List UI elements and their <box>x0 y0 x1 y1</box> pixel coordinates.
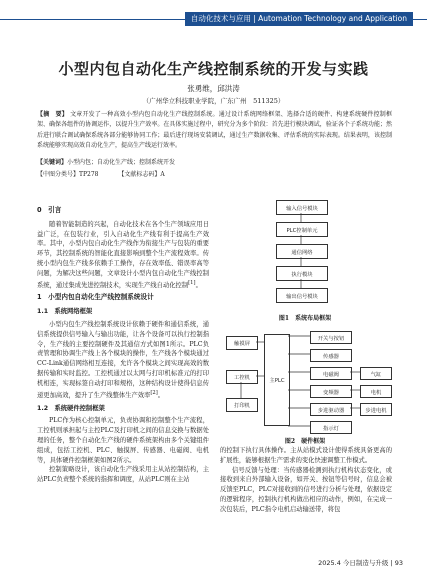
fig1-box-output: 输出信号模块 <box>276 288 328 303</box>
fig2-touchscreen: 触摸屏 <box>226 336 258 350</box>
fig2-main-plc: 主PLC <box>264 334 290 426</box>
abstract <box>37 110 392 151</box>
page-footer: 2025.4 今日制造与升级 | 93 <box>318 559 403 567</box>
clc-number: 【中图分类号】TP278 <box>37 171 99 178</box>
abstract-text: 文章开发了一种高效小型内包自动化生产线控制系统。通过设计系统网络框架、选择合适的硬件、构建系统硬件控制框架、确保各组件的协调运作，以提升生产效率。在具体实施过程中，研究分为多个阶段：首先进行模块调试，验证各个子系统功能；然后进行联合调试确保系统各部分能够协同工作；最后进行现场安装调试，通过生产数据收集、评估系统的实际表现。结果表明，该控制系统能够实现高效自动化生产，提高生产线运行效率。 <box>37 111 392 149</box>
section-intro-heading: 0 引言 <box>37 206 62 214</box>
fig2-stepper-motor: 步进电机 <box>360 403 392 416</box>
fig1-box-input: 输入信号模块 <box>276 200 328 215</box>
right-paragraph-2: 信号反馈与处理：当传感器检测到执行机构状态变化，或接收到来自外部输入设备，如开关、按钮等信号时，信息会被反馈至PLC，PLC对接收到的信号进行分析与处理，依据设定的逻辑程序，控制执行机构做出相应的动作，例如，在完成一次包装后，PLC指令电机启动输送带，将包 <box>220 466 392 513</box>
affiliation: （广州华立科技职业学院，广东广州 511325） <box>142 97 285 105</box>
fig2-indicator: 指示灯 <box>310 421 352 434</box>
fig2-sensors: 传感器 <box>310 349 352 362</box>
left-column <box>37 203 209 485</box>
fig2-solenoid: 电磁阀 <box>310 367 352 380</box>
section-1-heading: 1 小型内包自动化生产线控制系统设计 <box>37 293 154 302</box>
fig1-box-plc: PLC控制单元 <box>276 222 328 237</box>
keywords-label: 【关键词】 <box>37 159 68 166</box>
keywords <box>37 157 392 166</box>
fig2-inverter: 变频器 <box>310 385 352 398</box>
fig2-caption: 图2 硬件框架 <box>284 438 326 445</box>
fig1-box-network: 通信网络 <box>276 244 328 259</box>
classification <box>37 169 392 178</box>
fig2-switches: 开关与按钮 <box>310 331 352 344</box>
fig2-ipc: 工控机 <box>226 370 258 384</box>
abstract-label: 【摘 要】 <box>37 111 68 118</box>
article-title: 小型内包自动化生产线控制系统的开发与实践 <box>58 60 369 78</box>
section-1-2-heading: 1.2 系统硬件控制框架 <box>37 404 105 412</box>
keywords-text: 小型内包；自动化生产线；控制系统开发 <box>67 159 176 166</box>
section-1-1-paragraph: 小型内包生产线控制系统设计依赖于硬件和通信系统，通信系统提供信号输入与输出功能，让各个设备可以执行控制指令，生产线的主要控制硬件及其通信方式如图1所示。PLC负责管理和协调生产线上各个模块的操作，生产线各个模块通过CC-Link通信网络相互连接，允许各个模块之间实现高效的数据传输和实时监控。工控机通过以太网与打印机标准元的打印机相连，实现标签自动打印和规格，这种结构设计使得信息传递更加高效，提升了生产线整体生产效率[2]。 <box>37 321 209 399</box>
authors: 张勇维，邱洪涛 <box>187 84 240 93</box>
section-1-2-paragraph: PLC作为核心控制单元，负责协调和控制整个生产流程，工控机则承担起与主控PLC及打印机之间的信息交换与数据处理的任务，整个自动化生产线的硬件系统架构由多个关键组件组成，包括工控机、PLC、触摸屏、传感器、电磁阀、电机等，具体硬件控制框架如图2所示。 <box>37 417 209 464</box>
fig2-motor: 电机 <box>360 385 392 398</box>
doc-code: 【文献标志码】A <box>118 171 165 178</box>
fig2-printer: 打印机 <box>226 398 258 412</box>
right-paragraph-1: 的控制下执行具体操作。主从站模式设计使得系统具备更高的扩展性，能够根据生产需求的变化快速调整工作模式。 <box>220 447 392 464</box>
fig2-stepper-driver: 步进驱动器 <box>310 403 352 416</box>
fig1-box-exec: 执行模块 <box>276 266 328 281</box>
journal-section-tag: 自动化技术与应用 | Automation Technology and Application <box>185 12 413 26</box>
fig2-cylinder: 气缸 <box>360 367 392 380</box>
control-strategy-paragraph: 控制策略设计，该自动化生产线采用主从站控制结构，主站PLC负责整个系统的指挥和调度，从站PLC则在主站 <box>37 466 209 484</box>
right-column <box>220 446 392 515</box>
intro-paragraph: 随着智能制造的兴起，自动化技术在各个生产领域应用日益广泛，在包装行业，引入自动化生产线有利于提高生产效率。其中，小型内包自动化生产线作为衔接生产与包装的重要环节，其控制系统的智能化直接影响到整个生产流程效率。传统小型内包生产线多依赖手工操作，存在效率低、错误率高等问题，为解决这些问题，文章设计小型内包自动化生产线控制系统，通过集成先进控制技术，实现生产线自动化控制[1]。 <box>37 220 209 289</box>
section-1-1-heading: 1.1 系统网络框架 <box>37 308 93 316</box>
fig1-caption: 图1 系统布局框架 <box>278 315 332 322</box>
